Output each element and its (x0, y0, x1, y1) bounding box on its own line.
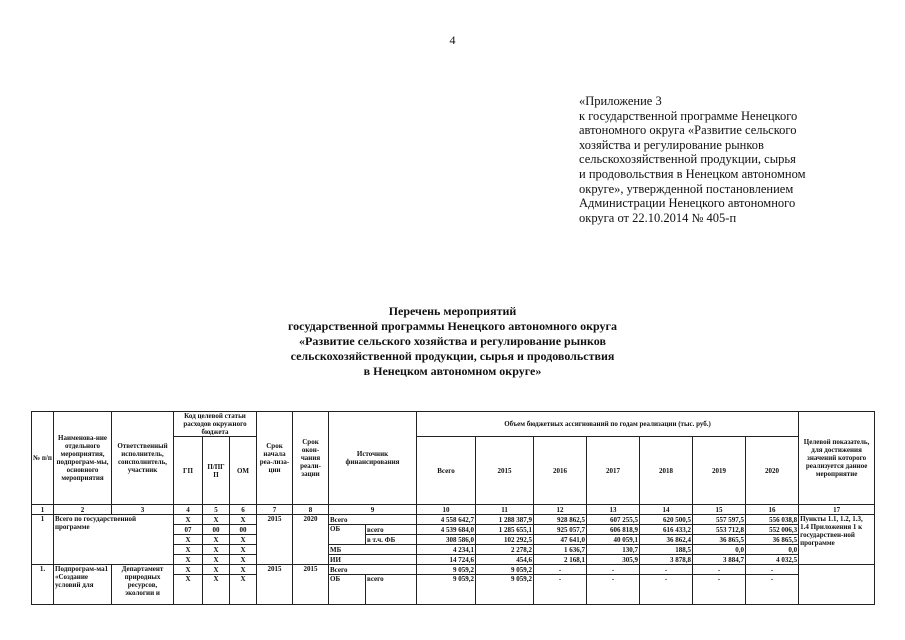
cell-subsource: всего (366, 525, 417, 535)
col-number: 1 (32, 505, 54, 515)
header-target: Целевой показатель, для достижения значений которого реализуется данное мероприятие (799, 412, 875, 505)
col-number: 4 (174, 505, 203, 515)
cell-source: ОБ (329, 525, 366, 545)
cell-om: X (230, 535, 257, 545)
col-number: 14 (640, 505, 693, 515)
header-start: Срок начала реа-лиза-ции (257, 412, 293, 505)
cell-value: - (746, 575, 799, 605)
row-end: 2015 (293, 565, 329, 605)
cell-gp: 07 (174, 525, 203, 535)
header-year: 2018 (640, 437, 693, 505)
title-line: сельскохозяйственной продукции, сырья и продовольствия (290, 349, 615, 363)
header-gp: ГП (174, 437, 203, 505)
cell-value: 40 059,1 (587, 535, 640, 545)
cell-value: 2 278,2 (476, 545, 534, 555)
cell-value: 188,5 (640, 545, 693, 555)
cell-value: 130,7 (587, 545, 640, 555)
cell-value: 14 724,6 (417, 555, 476, 565)
header-year: 2020 (746, 437, 799, 505)
cell-gp: X (174, 565, 203, 575)
col-number: 10 (417, 505, 476, 515)
row-start: 2015 (257, 515, 293, 565)
cell-value: 47 641,0 (534, 535, 587, 545)
appendix-line: сельскохозяйственной продукции, сырья (579, 152, 796, 167)
cell-om: 00 (230, 525, 257, 535)
cell-value: 102 292,5 (476, 535, 534, 545)
title-line: в Ненецком автономном округе» (363, 364, 542, 378)
header-year: 2015 (476, 437, 534, 505)
cell-value: - (693, 565, 746, 575)
cell-source: Всего (329, 565, 417, 575)
cell-source: Всего (329, 515, 417, 525)
cell-value: 4 234,1 (417, 545, 476, 555)
header-responsible: Ответственный исполнитель, соисполнитель, участник (112, 412, 174, 505)
cell-value: 4 032,5 (746, 555, 799, 565)
title-line: государственной программы Ненецкого автономного округа (288, 319, 617, 333)
table-row (32, 565, 875, 575)
cell-gp: X (174, 515, 203, 525)
cell-value: 0,0 (746, 545, 799, 555)
cell-value: 2 168,1 (534, 555, 587, 565)
cell-gp: X (174, 555, 203, 565)
header-year: 2016 (534, 437, 587, 505)
cell-value: - (534, 565, 587, 575)
cell-gp: X (174, 535, 203, 545)
col-number: 5 (203, 505, 230, 515)
appendix-line: Администрации Ненецкого автономного (579, 196, 796, 211)
cell-value: 9 059,2 (476, 575, 534, 605)
header-pgp: П/ПГ П (203, 437, 230, 505)
header-num: № п/п (32, 412, 54, 505)
appendix-line: округа от 22.10.2014 № 405-п (579, 210, 737, 225)
header-end: Срок окон-чания реали-зации (293, 412, 329, 505)
cell-value: 0,0 (693, 545, 746, 555)
cell-value: 1 285 655,1 (476, 525, 534, 535)
cell-source: ОБ (329, 575, 366, 605)
appendix-line: автономного округа «Развитие сельского (579, 123, 797, 138)
page-number: 4 (449, 33, 456, 47)
row-name: Всего по государственной программе (54, 515, 174, 565)
cell-value: - (587, 575, 640, 605)
measures-table (31, 411, 875, 605)
col-number: 11 (476, 505, 534, 515)
cell-value: 36 865,5 (746, 535, 799, 545)
cell-value: 606 818,9 (587, 525, 640, 535)
cell-value: 616 433,2 (640, 525, 693, 535)
cell-value: 9 059,2 (417, 565, 476, 575)
header-code-group: Код целевой статьи расходов окружного бюджета (174, 412, 257, 437)
cell-value: 1 636,7 (534, 545, 587, 555)
appendix-note (579, 94, 879, 225)
row-num: 1. (32, 565, 54, 605)
cell-value: 557 597,5 (693, 515, 746, 525)
cell-value: 3 878,8 (640, 555, 693, 565)
column-numbers-row (32, 505, 875, 515)
cell-om: X (230, 575, 257, 605)
row-end: 2020 (293, 515, 329, 565)
row-target: Пункты 1.1, 1.2, 1.3, 1.4 Приложения 1 к государствен-ной программе (799, 515, 875, 565)
row-name: Подпрограм-ма1 «Создание условий для (54, 565, 112, 605)
header-total: Всего (417, 437, 476, 505)
cell-pgp: 00 (203, 525, 230, 535)
title-line: Перечень мероприятий (388, 304, 517, 318)
header-year: 2017 (587, 437, 640, 505)
cell-subsource: в т.ч. ФБ (366, 535, 417, 545)
appendix-line: округе», утвержденной постановлением (579, 181, 794, 196)
cell-value: 9 059,2 (417, 575, 476, 605)
appendix-line: хозяйства и регулирование рынков (579, 137, 764, 152)
col-number: 13 (587, 505, 640, 515)
row-num: 1 (32, 515, 54, 565)
header-source: Источник финансирования (329, 412, 417, 505)
cell-gp: X (174, 545, 203, 555)
col-number: 6 (230, 505, 257, 515)
cell-value: 9 059,2 (476, 565, 534, 575)
cell-value: - (640, 565, 693, 575)
cell-value: 620 500,5 (640, 515, 693, 525)
header-om: ОМ (230, 437, 257, 505)
cell-value: - (587, 565, 640, 575)
appendix-line: к государственной программе Ненецкого (579, 108, 798, 123)
cell-om: X (230, 545, 257, 555)
cell-value: 4 539 684,0 (417, 525, 476, 535)
cell-gp: X (174, 575, 203, 605)
col-number: 12 (534, 505, 587, 515)
cell-value: - (746, 565, 799, 575)
cell-pgp: X (203, 545, 230, 555)
col-number: 16 (746, 505, 799, 515)
cell-value: 928 862,5 (534, 515, 587, 525)
cell-value: 553 712,8 (693, 525, 746, 535)
appendix-line: «Приложение 3 (579, 94, 662, 108)
col-number: 7 (257, 505, 293, 515)
cell-value: 552 006,3 (746, 525, 799, 535)
header-budget-group: Объем бюджетных ассигнований по годам реализации (тыс. руб.) (417, 412, 799, 437)
cell-pgp: X (203, 515, 230, 525)
cell-value: 4 558 642,7 (417, 515, 476, 525)
cell-om: X (230, 555, 257, 565)
cell-value: 925 057,7 (534, 525, 587, 535)
cell-value: 454,6 (476, 555, 534, 565)
cell-pgp: X (203, 565, 230, 575)
cell-om: X (230, 515, 257, 525)
cell-value: - (534, 575, 587, 605)
cell-value: 308 586,0 (417, 535, 476, 545)
header-name: Наименова-ние отдельного мероприятия, подпрограм-мы, основного мероприятия (54, 412, 112, 505)
cell-subsource: всего (366, 575, 417, 605)
cell-source: МБ (329, 545, 417, 555)
cell-value: - (640, 575, 693, 605)
cell-value: 3 884,7 (693, 555, 746, 565)
title-line: «Развитие сельского хозяйства и регулирование рынков (299, 334, 606, 348)
cell-value: 1 288 387,9 (476, 515, 534, 525)
row-target (799, 565, 875, 605)
cell-pgp: X (203, 535, 230, 545)
col-number: 3 (112, 505, 174, 515)
col-number: 8 (293, 505, 329, 515)
cell-pgp: X (203, 555, 230, 565)
cell-value: 607 255,5 (587, 515, 640, 525)
header-year: 2019 (693, 437, 746, 505)
row-start: 2015 (257, 565, 293, 605)
appendix-line: и продовольствия в Ненецком автономном (579, 166, 806, 181)
document-title (0, 304, 905, 379)
cell-value: - (693, 575, 746, 605)
table-row (32, 515, 875, 525)
col-number: 17 (799, 505, 875, 515)
cell-value: 305,9 (587, 555, 640, 565)
cell-pgp: X (203, 575, 230, 605)
col-number: 2 (54, 505, 112, 515)
cell-value: 36 865,5 (693, 535, 746, 545)
col-number: 9 (329, 505, 417, 515)
cell-value: 556 038,8 (746, 515, 799, 525)
cell-value: 36 862,4 (640, 535, 693, 545)
cell-source: ИИ (329, 555, 417, 565)
col-number: 15 (693, 505, 746, 515)
cell-om: X (230, 565, 257, 575)
row-responsible: Департамент природных ресурсов, экологии и (112, 565, 174, 605)
